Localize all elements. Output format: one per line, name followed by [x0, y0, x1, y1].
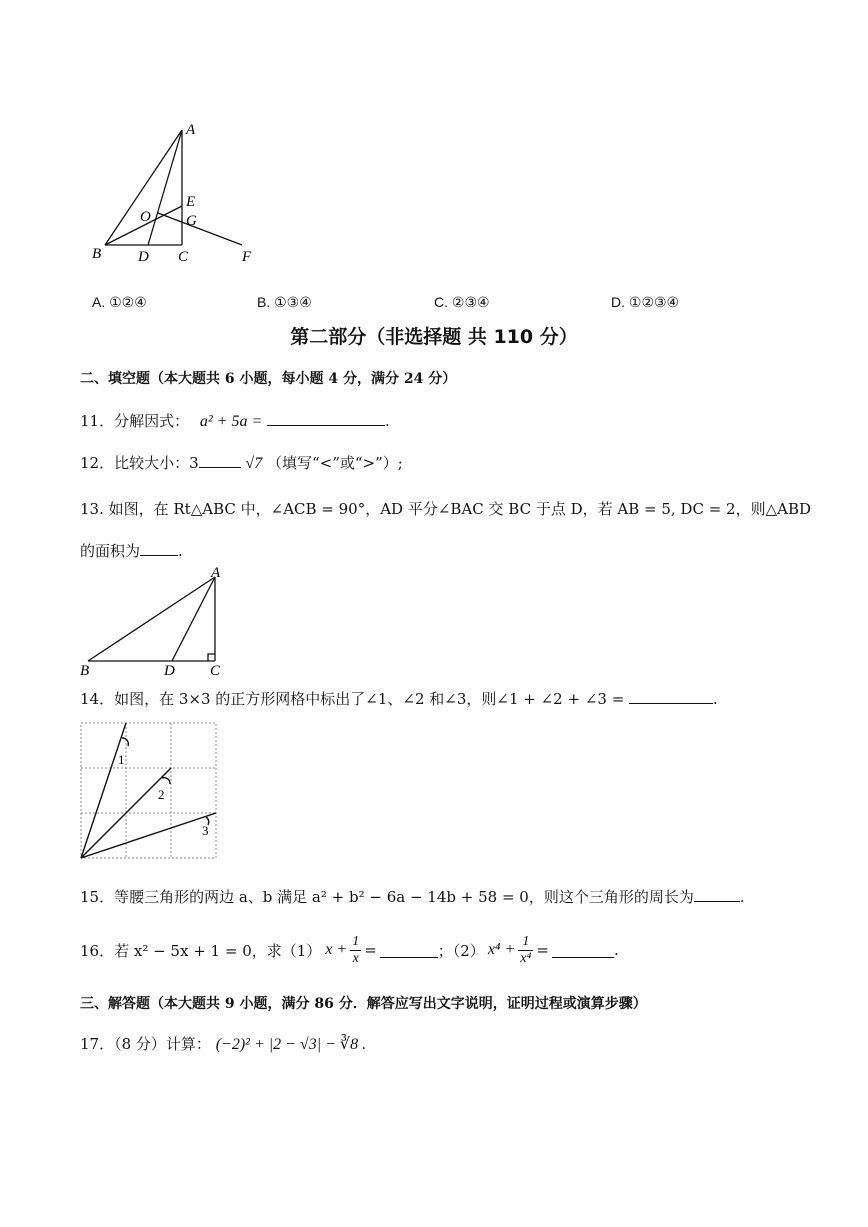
ray-1	[81, 723, 126, 858]
segment-ad	[172, 577, 215, 661]
q16-mid: ；（2）	[437, 941, 485, 960]
segment-ab	[105, 130, 182, 245]
label-F: F	[242, 249, 252, 265]
q17-text: 17．（8 分）计算：	[80, 1035, 211, 1053]
label-D: D	[164, 663, 175, 679]
label-B: B	[80, 663, 90, 679]
figure-q10	[80, 115, 280, 275]
q14-text: 14．如图，在 3×3 的正方形网格中标出了∠1、∠2 和∠3，则∠1 + ∠2 + ∠3 =	[80, 690, 625, 708]
q11-answer-blank[interactable]	[267, 411, 385, 426]
q16-answer-blank-1[interactable]	[380, 943, 438, 958]
question-11: 11．分解因式： a² + 5a = .	[80, 412, 390, 430]
label-O: O	[140, 209, 151, 225]
segment-ab	[88, 577, 215, 661]
label-angle-1: 1	[118, 752, 125, 767]
ray-3	[81, 813, 216, 858]
figure-q13	[78, 565, 238, 680]
question-17	[80, 1033, 366, 1054]
q17-expr: (−2)² + |2 − √3| − ∛8 .	[215, 1036, 367, 1053]
label-D: D	[138, 249, 149, 265]
right-angle-mark	[208, 654, 215, 661]
q12-sqrt: √7	[245, 455, 263, 472]
question-16: 16．若 x² − 5x + 1 = 0，求（1） x + $\frac{1}{x}$ = ；（2） x⁴ + $\frac{1}{\text{x⁴}}$ = .	[80, 933, 619, 966]
label-B: B	[92, 246, 102, 262]
question-15: 15．等腰三角形的两边 a、b 满足 a² + b² − 6a − 14b + 58 = 0，则这个三角形的周长为 .	[80, 888, 745, 906]
option-d[interactable]: D. ①②③④	[611, 294, 680, 310]
q15-answer-blank[interactable]	[694, 887, 740, 902]
q16-x: x +	[325, 941, 348, 958]
label-C: C	[210, 663, 221, 679]
q16-pre: 16．若 x² − 5x + 1 = 0，求（1）	[80, 941, 322, 960]
q16-frac1: $\frac{1}{x}$	[352, 933, 360, 966]
question-13: 13. 如图，在 Rt△ABC 中，∠ACB = 90°，AD 平分∠BAC 交 BC 于点 D，若 AB = 5, DC = 2，则△ABD	[80, 500, 812, 518]
q12-answer-blank[interactable]	[199, 453, 241, 468]
q16-frac2: $\frac{1}{\text{x⁴}}$	[520, 933, 532, 966]
label-E: E	[186, 194, 196, 210]
question-14: 14．如图，在 3×3 的正方形网格中标出了∠1、∠2 和∠3，则∠1 + ∠2 + ∠3 = .	[80, 690, 718, 708]
angle-1-arc	[122, 738, 128, 746]
label-C: C	[178, 249, 189, 265]
figure-q14	[78, 720, 220, 862]
label-angle-2: 2	[158, 787, 165, 802]
q11-expr: a² + 5a =	[199, 413, 263, 430]
segment-ad	[148, 130, 182, 245]
q16-x4: x⁴ +	[487, 941, 516, 958]
option-b[interactable]: B. ①③④	[257, 294, 312, 310]
option-a[interactable]: A. ①②④	[92, 294, 147, 310]
q12-note: （填写“<”或“>”）;	[266, 454, 403, 472]
label-A: A	[211, 565, 221, 581]
segment-of	[158, 213, 242, 245]
part3-heading: 三、解答题（本大题共 9 小题，满分 86 分．解答应写出文字说明，证明过程或演算步骤）	[80, 996, 647, 1012]
option-c[interactable]: C. ②③④	[434, 294, 490, 310]
q12-text: 12．比较大小：3	[80, 454, 199, 472]
q14-answer-blank[interactable]	[629, 689, 713, 704]
question-12	[80, 452, 403, 473]
q11-text: 11．分解因式：	[80, 412, 190, 430]
label-angle-3: 3	[202, 823, 209, 838]
label-A: A	[186, 122, 196, 138]
q15-text: 15．等腰三角形的两边 a、b 满足 a² + b² − 6a − 14b + 58 = 0，则这个三角形的周长为	[80, 888, 694, 906]
section-title: 第二部分（非选择题 共 110 分）	[290, 326, 578, 348]
q13-answer-blank[interactable]	[140, 541, 178, 556]
question-13-line2: 的面积为 .	[80, 542, 183, 560]
angle-2-arc	[162, 778, 170, 784]
part2-heading: 二、填空题（本大题共 6 小题，每小题 4 分，满分 24 分）	[80, 371, 457, 387]
label-G: G	[186, 213, 197, 229]
q13-text2: 的面积为	[80, 542, 141, 560]
q16-answer-blank-2[interactable]	[552, 943, 614, 958]
